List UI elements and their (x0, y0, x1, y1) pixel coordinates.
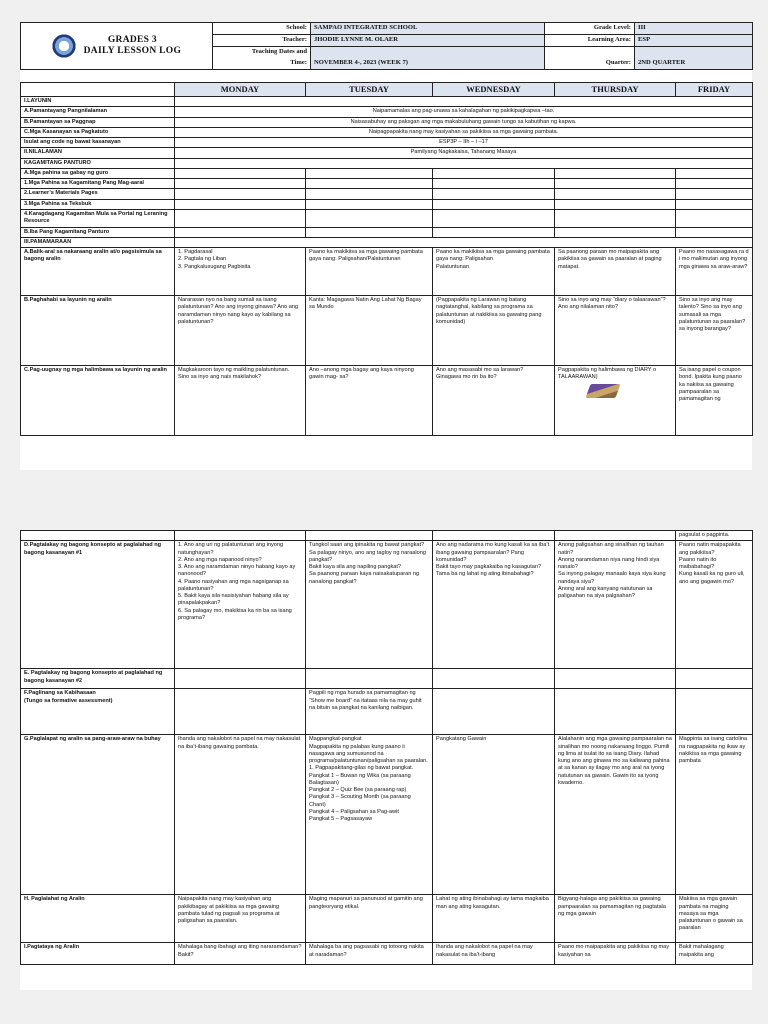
row-label: G.Paglalapat ng aralin sa pang-araw-araw na buhay (21, 735, 175, 895)
table-row (21, 895, 753, 943)
row-label: 2.Learner’s Materials Pages (21, 189, 175, 199)
cell-tuesday: Paano ka makikiisa sa mga gawaing pambata gaya nang: Paligsahan/Palatuntunan (306, 248, 433, 296)
row-label: KAGAMITANG PANTURO (21, 158, 175, 168)
quarter-label: Quarter: (545, 47, 635, 70)
table-row (21, 943, 753, 965)
table-row (21, 199, 753, 209)
row-label: I.Pagtataya ng Aralin (21, 943, 175, 965)
list-item: 6. Sa palagay mo, makikisa ka rin ba sa isang programa? (178, 607, 292, 621)
cell-friday: Magpinta sa isang cartolina na nagpapakita ng ikaw ay nakikisa sa mga gawaing pambata (676, 735, 753, 895)
title-line-1: GRADES 3 (107, 35, 157, 46)
cell-wednesday: Ano ang masasabi mo sa larawan? Ginagawa mo rin ba ito? (433, 366, 555, 436)
dates-value: NOVEMBER 4-, 2023 (WEEK 7) (311, 47, 545, 70)
cell-friday-text: Sa isang papel o coupon bond. Ipakita kung paano ka nakiisa sa gawaing pampaaralan sa pamamagitan ng (679, 367, 742, 403)
cell-thursday-text: Pagpapakita ng halimbawa ng DIARY o TALAARAWAN) (558, 367, 657, 381)
cell: Pamilyang Nagkakaisa, Tahanang Masaya (175, 148, 753, 158)
table-row (21, 669, 753, 689)
day-monday: MONDAY (175, 83, 306, 97)
row-label: 4.Karagdagang Kagamitan Mula sa Portal ng Leraning Resource (21, 209, 175, 227)
table-row (21, 227, 753, 237)
area-value: ESP (635, 35, 753, 47)
cell-thursday: Anong paligsahan ang sinalihan ng tauhan natin? Anong naramdaman niya nang hindi siya nanalo? Sa inyong palagay manaalo kaya siya kung nandaya siya? Anong aral ang kanyang natutunan sa paligsahan na siya palgsahan? (555, 541, 676, 669)
table-row (21, 531, 753, 541)
cell-friday: pagsulat o pagpinta. (676, 531, 753, 541)
header-table (20, 22, 753, 70)
row-label: D.Pagtalakay ng bagong konsepto at paglalahad ng bagong kasanayan #1 (21, 541, 175, 669)
table-row (21, 97, 753, 107)
row-label: C.Pag-uugnay ng mga halimbawa sa layunin ng aralin (21, 366, 175, 436)
table-row (21, 248, 753, 296)
cell: Naipagpapakita nang may kasiyahan sa pakikiisa sa mga gawaing pambata. (175, 127, 753, 137)
lesson-log-page-1 (20, 22, 752, 470)
row-label: F.Paglinang sa Kabihasaan (Tungo sa formative assessment) (21, 689, 175, 735)
row-label: 3.Mga Pahina sa Teksbuk (21, 199, 175, 209)
cell-friday (676, 366, 753, 436)
day-friday: FRIDAY (676, 83, 753, 97)
cell-tuesday: Mahalaga ba ang pagsasabi ng totoong nakita at naradaman? (306, 943, 433, 965)
list-item: 1. Ano ang uri ng palatuntunan ang inyong natunghayan? (178, 542, 284, 556)
cell-tuesday: Maging mapanuri sa panunuod at gamitin ang pangteoryang etikal. (306, 895, 433, 943)
cell-wednesday: Paano ka makikiisa sa mga gawaing pambata gaya nang: Paligsahan Palatuntunan (433, 248, 555, 296)
cell-friday: Bakit mahalagang maipakita ang (676, 943, 753, 965)
cell-monday (175, 248, 306, 296)
cell-thursday: Sa paanong paraan mo maipapakita ang pakikiisa sa gawain sa paaralan at paging matapat. (555, 248, 676, 296)
grade-label: Grade Level: (545, 23, 635, 35)
list-item: 1. Pagdarasal (178, 249, 213, 256)
table-row (21, 158, 753, 168)
cell-friday: Sino sa inyo ang may talento? Sino sa inyo ang sumasali sa mga palatuntunan sa paaralan?sa inyong barangay? (676, 296, 753, 366)
row-label: A.Pamantayang Pangnilalaman (21, 107, 175, 117)
cell-monday: Naipapakita nang may kasiyahan ang pakikibagay at pakikiisa sa mga gawaing pambata tulad ng pagsali sa programa at paligsahan sa paaralan. (175, 895, 306, 943)
table-row (21, 689, 753, 735)
cell-tuesday: Tungkol saan ang ipinakita ng bawat pangkat? Sa palagay ninyo, ano ang tagloy ng naraalong pangkat? Bakit kaya sila ang napiling pangkat? Sa paanong paraan kaya naisakatuparan ng nanalong pangkat? (306, 541, 433, 669)
row-label: B.Iba Pang Kagamitang Panturo (21, 227, 175, 237)
table-row (21, 127, 753, 137)
table-row (21, 107, 753, 117)
lesson-log-page-2 (20, 530, 752, 990)
days-header-row (21, 83, 753, 97)
row-label: H. Paglalahat ng Aralin (21, 895, 175, 943)
cell-wednesday: Ihanda ang nakalobot na papel na may nakasulat na iba’t-ibang (433, 943, 555, 965)
cell-tuesday: Kanta: Magagawa Natin Ang Lahat Ng Bagay sa Mundo (306, 296, 433, 366)
cell-thursday: Bigyang-halaga ang pakikiisa sa gawaing pampaaralan sa pamamagitan ng pagtatala ng mga gawain (555, 895, 676, 943)
grade-value: III (635, 23, 753, 35)
list-item: 2. Pagtala ng Liban (178, 256, 227, 263)
diary-book-icon (585, 384, 620, 398)
list-item: 3. Pangkalusugang Pagbisita (178, 263, 251, 270)
cell-tuesday: Pagpili ng mga hurado sa pamamagitan ng “Show me board” na itataas nila na may guhit na bituin sa pangkat na kanilang naibigan. (306, 689, 433, 735)
row-label: 1.Mga Pahina sa Kagamitang Pang Mag-aaral (21, 179, 175, 189)
cell-monday: Ihanda ang nakalobot na papel na may nakasulat na iba’t-ibang gawaing pambata. (175, 735, 306, 895)
list-item: 2. Ano ang mga napanood ninyo? (178, 556, 262, 563)
lesson-table-2 (20, 530, 753, 965)
row-label: III.PAMAMARAAN (21, 237, 175, 247)
table-row (21, 117, 753, 127)
table-row (21, 237, 753, 247)
cell-wednesday: Pangkatang Gawain (433, 735, 555, 895)
cell-wednesday: Lahat ng ating ibinabahagi ay tama magkaiba man ang ating kasagutan. (433, 895, 555, 943)
cell-thursday: Sino sa inyo ang may “diary o talaarawan”? Ano ang nilalaman nito? (555, 296, 676, 366)
cell-monday (175, 541, 306, 669)
cell: ESP3P – IIh – i –17 (175, 138, 753, 148)
day-thursday: THURSDAY (555, 83, 676, 97)
day-tuesday: TUESDAY (306, 83, 433, 97)
deped-seal-icon (52, 34, 76, 58)
table-row (21, 189, 753, 199)
cell-friday: Paano mo nasasagawa ra d i mo maliimutan ang inyong mga ginawa sa araw-araw? (676, 248, 753, 296)
row-label: II.NILALAMAN (21, 148, 175, 158)
quarter-value: 2ND QUARTER (635, 47, 753, 70)
table-row (21, 209, 753, 227)
cell-thursday (555, 366, 676, 436)
cell-monday: Magkakaroon tayo ng maikling palatuntunan. Sino sa inyo ang nais makilahok? (175, 366, 306, 436)
table-row (21, 366, 753, 436)
list-item: 3. Ano ang naramdaman ninyo habang kayo ay nanonood? (178, 564, 296, 578)
cell: Naisasabuhay ang paksgan ang mga makabuluhang gawain tungo sa kabutihan ng kapwa. (175, 117, 753, 127)
day-wednesday: WEDNESDAY (433, 83, 555, 97)
cell-monday: Mahalaga bang ibahagi ang iting nararamdaman? Bakit? (175, 943, 306, 965)
row-label: C.Mga Kasanayan sa Pagkatuto (21, 127, 175, 137)
lesson-table-1 (20, 82, 753, 436)
row-label: B.Paghahabi sa layunin ng aralin (21, 296, 175, 366)
dates-label-2: Time: (213, 58, 311, 70)
row-label: B.Pamantayan sa Paggnap (21, 117, 175, 127)
teacher-label: Teacher: (213, 35, 311, 47)
cell-wednesday: Ano ang nadarama mo kung kasali ka sa iba’t ibang gawaing pampaaralan? Pang komunidad? Bakit tayo may pagkakaiba ng kasagutan? Tama ba ng lahat ng ating ibinabahagi? (433, 541, 555, 669)
list-item: 5. Bakit kaya sila nasisiyahan habang sila ay pinapalakpakan? (178, 593, 289, 607)
cell-tuesday: Ano –anong mga bagay ang kaya ninyong gawin mag- sa? (306, 366, 433, 436)
cell-wednesday: (Pagpapakita ng Larawan ng batang nagtatanghal, kabilang sa programa sa palatuntunan at nakikiisa sa gawaing pang komunidad) (433, 296, 555, 366)
title-block (21, 23, 213, 70)
teacher-value: JHODIE LYNNE M. OLAER (311, 35, 545, 47)
table-row (21, 541, 753, 669)
table-row (21, 138, 753, 148)
dates-label-1: Teaching Dates and (213, 47, 311, 59)
row-label: I.LAYUNIN (21, 97, 175, 107)
cell-thursday: Paano mo maipapakita ang pakikiisa ng may kasiyahan sa (555, 943, 676, 965)
row-label: E. Pagtalakay ng bagong konsepto at paglalahad ng bagong kasanayan #2 (21, 669, 175, 689)
table-row (21, 735, 753, 895)
title-line-2: DAILY LESSON LOG (83, 46, 182, 56)
cell-monday: Nararasan nyo na bang sumali sa isang palatuntunan? Ano ang inyong ginawa? Ano ang naramdaman ninyo nang kayo ay kabilang sa palatuntunan? (175, 296, 306, 366)
row-label: A.Balik-aral sa nakaraang aralin at/o pagsisimula sa bagong aralin (21, 248, 175, 296)
cell-tuesday: Magpangkat-pangkat Magpapakita ng palabas kung paano ii nasagawa ang sumusunod na programa/palatuntunan/paligsahan sa paaralan. 1. Pagpapakitang-gilas ng bawat pangkat. Pangkat 1 – Buwan ng Wika (sa paraang Balagtasan) Pangkat 2 – Quiz Bee (sa paraang rap) Pangkat 3 – Scouting Month (sa paraang Chant) Pangkat 4 – Paligsahan sa Pag-awit Pangkat 5 – Pagsasayaw (306, 735, 433, 895)
cell: Naipamamalas ang pag-unawa sa kahalagahan ng pakikipagkapwa –tao. (175, 107, 753, 117)
table-row (21, 168, 753, 178)
cell-friday: Makiisa sa mga gawain pambata na maging masaya sa mga palatuntunan o gawain sa paaralan (676, 895, 753, 943)
table-row (21, 296, 753, 366)
table-row (21, 179, 753, 189)
cell-thursday: Alalahanin ang mga gawaing pampaaralan na sinalihan mo noong nakaraang linggo. Pumili ng lima at isulat ito sa isang Diary. Ilahad kung ano ang ginawa mo sa kaliwang pahina at sa kanan ay ilagay mo ang aral na iyong natutunan sa gawain. Gawin ito sa iyong kwaderno. (555, 735, 676, 895)
school-value: SAMPAO INTEGRATED SCHOOL (311, 23, 545, 35)
table-row (21, 148, 753, 158)
row-label: A.Mga pahina sa gabay ng guro (21, 168, 175, 178)
row-label: Isulat ang code ng bawat kasanayan (21, 138, 175, 148)
cell-friday: Paano natin maipapakita ang pakikiisa? Paano natin ito maibabahagi? Kung kasali ka ng guro uli, ano ang gagawin mo? (676, 541, 753, 669)
school-label: School: (213, 23, 311, 35)
list-item: 4. Paano nasiyahan ang mga nagsiganap sa palatuntunan? (178, 578, 289, 592)
area-label: Learning Area: (545, 35, 635, 47)
